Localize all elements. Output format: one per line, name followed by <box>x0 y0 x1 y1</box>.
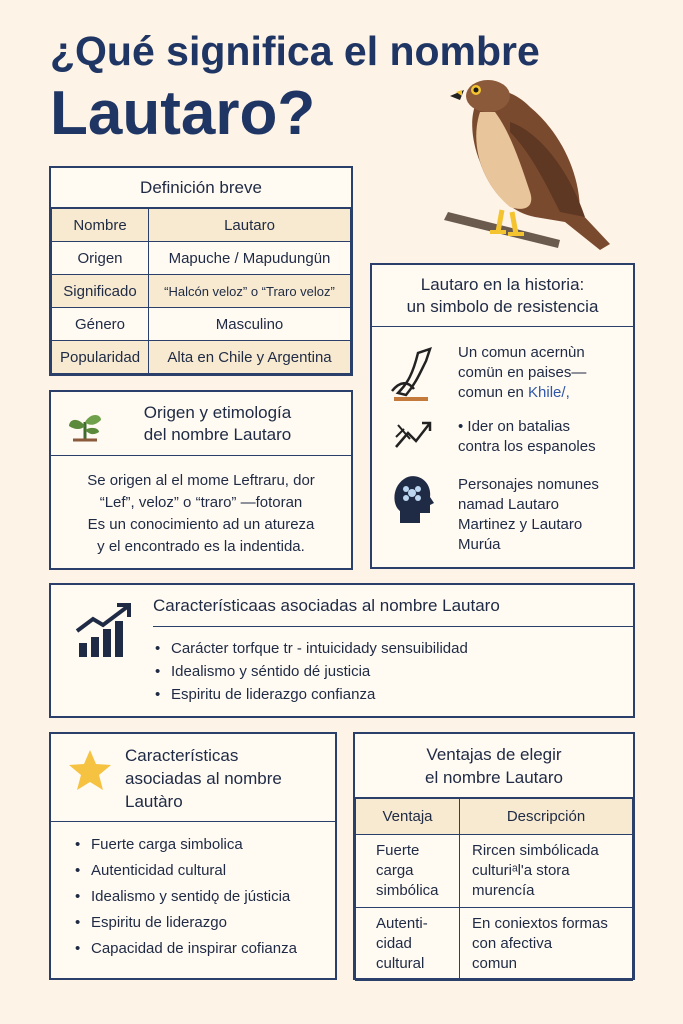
origen-heading-line1: Origen y etimología <box>143 403 292 422</box>
origen-text-line1: Se origen al el mome Leftraru, dor <box>87 472 315 489</box>
list-item: • Carácter torfque tr - intuicidady sensuibilidad <box>155 637 468 660</box>
ventaja-cell <box>356 835 460 908</box>
ventaja-line1: Autenti- <box>376 915 428 932</box>
descripcion-line3: comun <box>472 955 518 972</box>
origen-text-line4: y el encontrado es la indentida. <box>97 538 305 555</box>
ventajas-heading-line2: el nombre Lautaro <box>425 768 563 787</box>
origen-text <box>51 456 351 558</box>
descripcion-line1: Rircen simbólicada <box>472 842 599 859</box>
descripcion-line2: con afectiva <box>472 935 553 952</box>
origen-heading-line2: del nombre Lautaro <box>143 425 292 444</box>
table-row <box>52 275 351 308</box>
column-header-descripcion: Descripción <box>460 799 633 835</box>
ventajas-heading-line1: Ventajas de elegir <box>426 745 562 764</box>
historia-heading-line2: un simbolo de resistencia <box>406 297 599 316</box>
star-icon <box>67 748 113 792</box>
row-value: “Halcón veloz” o “Traro veloz” <box>149 275 351 308</box>
caracteristicas-small-list <box>51 822 335 962</box>
definicion-heading: Definición breve <box>51 168 351 208</box>
ventaja-line1: Fuerte <box>376 842 420 859</box>
column-header-ventaja: Ventaja <box>356 799 460 835</box>
ventaja-line3: cultural <box>376 955 425 972</box>
bar-chart-growth-icon <box>75 599 137 661</box>
historia-item-1-line3 <box>458 383 586 403</box>
row-value: Alta en Chile y Argentina <box>149 341 351 374</box>
caracteristicas-small-heading-line3: Lautàro <box>125 792 183 811</box>
descripcion-line1: En coniextos formas <box>472 915 608 932</box>
row-label: Nombre <box>52 209 149 242</box>
table-row <box>356 835 633 908</box>
row-label: Significado <box>52 275 149 308</box>
caracteristicas-small-box <box>49 732 337 980</box>
row-value: Lautaro <box>149 209 351 242</box>
table-header-row <box>356 799 633 835</box>
page-title-line1: ¿Qué significa el nombre <box>50 28 540 74</box>
ventajas-box <box>353 732 635 980</box>
descripcion-line2: culturiᵃl'a stora <box>472 862 570 879</box>
historia-item-1-line1: Un comun acernùn <box>458 344 585 361</box>
historia-item-1-line2: comün en paises— <box>458 364 587 381</box>
hawk-illustration <box>440 72 615 257</box>
row-label: Popularidad <box>52 341 149 374</box>
head-flower-icon <box>390 473 434 525</box>
caracteristicas-small-heading-text <box>125 744 282 813</box>
caracteristicas-wide-box <box>49 583 635 718</box>
table-row <box>52 308 351 341</box>
historia-item-1 <box>458 343 586 403</box>
origen-heading <box>51 392 351 456</box>
descripcion-cell <box>460 908 633 981</box>
ventajas-table <box>355 798 633 981</box>
table-row <box>52 242 351 275</box>
ventaja-line2: cidad <box>376 935 412 952</box>
ventaja-line2: carga <box>376 862 414 879</box>
list-item: • Idealismo y séntido dé justicia <box>155 660 468 683</box>
trend-arrow-icon <box>392 415 436 455</box>
historia-heading <box>372 265 633 327</box>
origen-box <box>49 390 353 570</box>
list-item: • Espiritu de liderazgo <box>75 910 335 936</box>
descripcion-line3: murencía <box>472 882 535 899</box>
historia-box <box>370 263 635 569</box>
list-item: • Fuerte carga simbolica <box>75 832 335 858</box>
list-item: • Idealismo y sentidǫ de jústicia <box>75 884 335 910</box>
definicion-box <box>49 166 353 376</box>
plant-sketch-icon <box>388 343 438 403</box>
historia-item-3-line1: Personajes nomunes <box>458 476 599 493</box>
caracteristicas-small-heading <box>51 734 335 822</box>
historia-item-1-line3-prefix: comun en <box>458 384 529 401</box>
row-value: Mapuche / Mapudungün <box>149 242 351 275</box>
row-label: Género <box>52 308 149 341</box>
origen-text-line3: Es un conocimiento ad un atureza <box>87 516 315 533</box>
caracteristicas-small-heading-line2: asociadas al nombre <box>125 769 282 788</box>
table-row <box>356 908 633 981</box>
historia-item-2-line1: • Ider on batalias <box>458 418 570 435</box>
historia-item-2-line2: contra los espanoles <box>458 438 596 455</box>
sprout-icon <box>67 410 103 442</box>
ventaja-cell <box>356 908 460 981</box>
descripcion-cell <box>460 835 633 908</box>
page-title-line2: Lautaro? <box>50 79 316 148</box>
historia-item-3-line3: Martinez y Lautaro <box>458 516 583 533</box>
row-label: Origen <box>52 242 149 275</box>
caracteristicas-wide-list <box>155 637 468 706</box>
ventaja-line3: simbólica <box>376 882 439 899</box>
historia-item-3 <box>458 475 599 555</box>
table-row <box>52 209 351 242</box>
caracteristicas-small-heading-line1: Características <box>125 746 239 765</box>
list-item: • Autenticidad cultural <box>75 858 335 884</box>
historia-item-2 <box>458 417 596 457</box>
historia-item-3-line4: Murúa <box>458 536 501 553</box>
table-row <box>52 341 351 374</box>
caracteristicas-wide-heading: Característicaas asociadas al nombre Lautaro <box>153 585 633 627</box>
historia-item-3-line2: namad Lautaro <box>458 496 559 513</box>
origen-heading-text <box>115 402 320 446</box>
origen-text-line2: “Lef”, veloz” o “traro” —fotoran <box>99 494 303 511</box>
historia-heading-line1: Lautaro en la historia: <box>420 275 585 294</box>
historia-item-1-highlight: Khile/, <box>528 384 570 401</box>
row-value: Masculino <box>149 308 351 341</box>
definicion-table <box>51 208 351 374</box>
list-item: • Espiritu de liderazgo confianza <box>155 683 468 706</box>
ventajas-heading <box>355 734 633 798</box>
list-item: • Capacidad de inspirar cofianza <box>75 936 335 962</box>
